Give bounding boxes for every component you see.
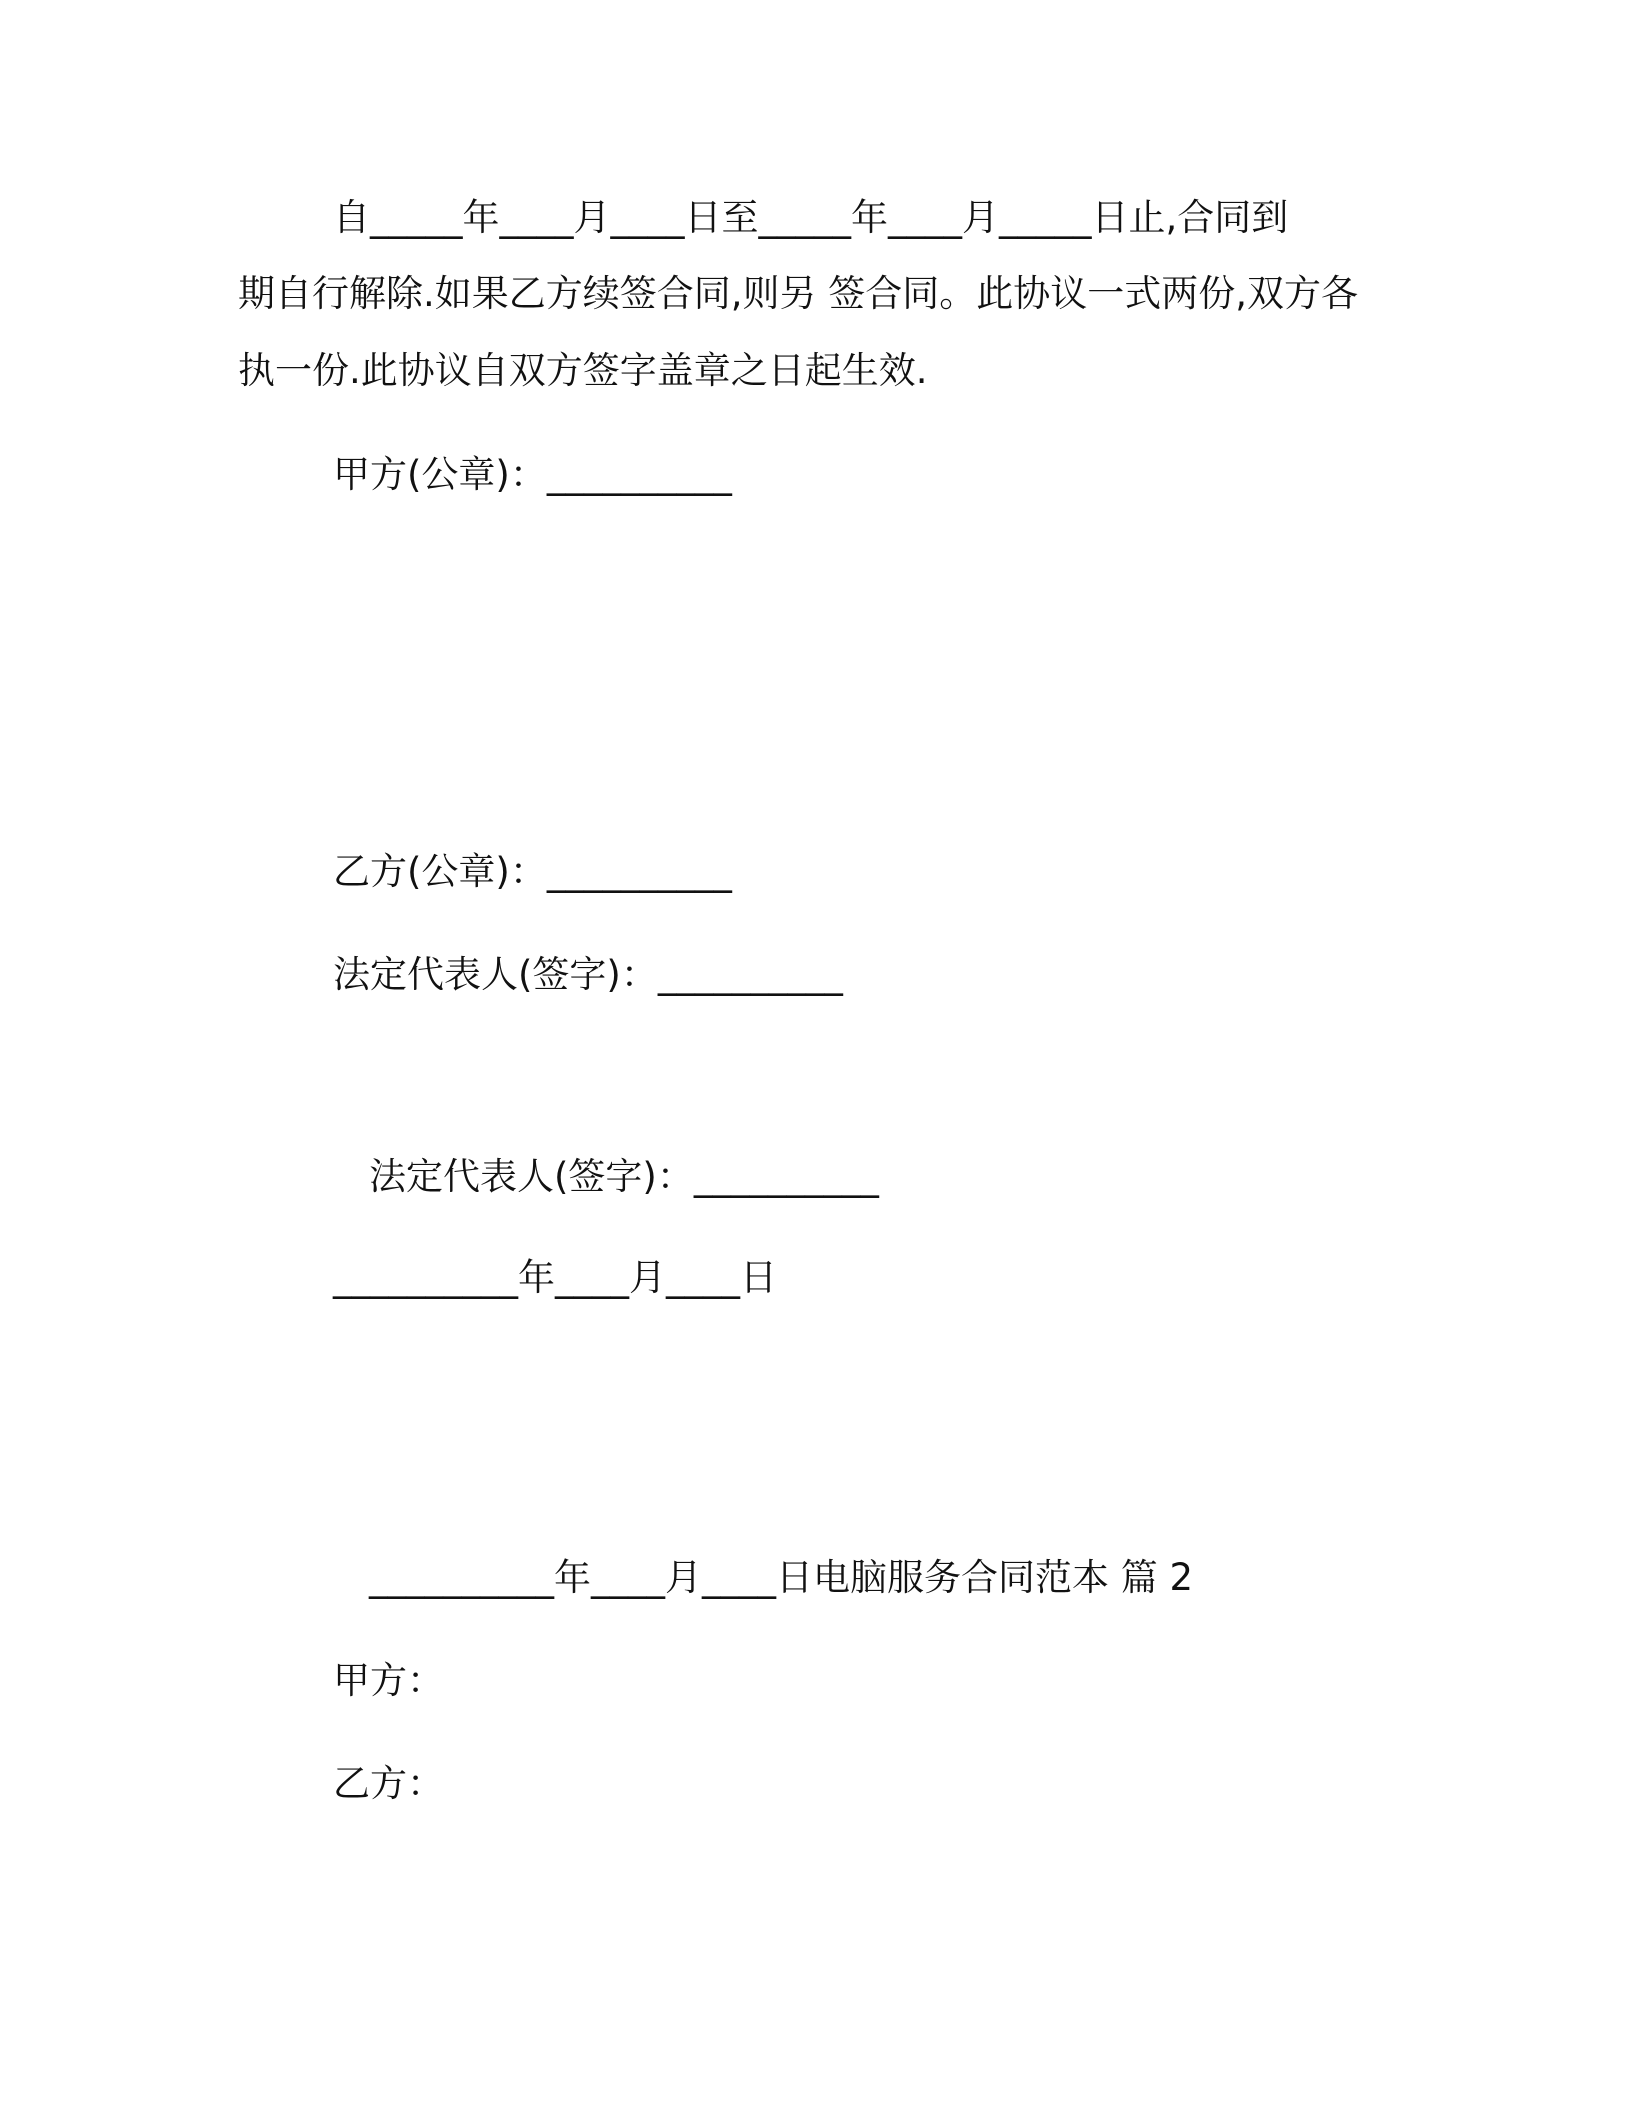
legal-representative-line-1: 法定代表人(签字)：__________	[333, 953, 843, 996]
paragraph-line-2: 期自行解除.如果乙方续签合同,则另 签合同。此协议一式两份,双方各	[238, 272, 1359, 315]
party-b-seal-line: 乙方(公章)：__________	[333, 850, 732, 893]
paragraph-line-1: 自_____年____月____日至_____年____月_____日止,合同到	[333, 196, 1289, 239]
party-a-label: 甲方：	[333, 1659, 444, 1702]
section-title: __________年____月____日电脑服务合同范本 篇 2	[369, 1556, 1194, 1599]
date-line: __________年____月____日	[333, 1256, 777, 1299]
party-a-seal-line: 甲方(公章)：__________	[333, 453, 732, 496]
legal-representative-line-2: 法定代表人(签字)：__________	[369, 1155, 879, 1198]
paragraph-line-3: 执一份.此协议自双方签字盖章之日起生效.	[238, 349, 928, 392]
party-b-label: 乙方：	[333, 1762, 444, 1805]
